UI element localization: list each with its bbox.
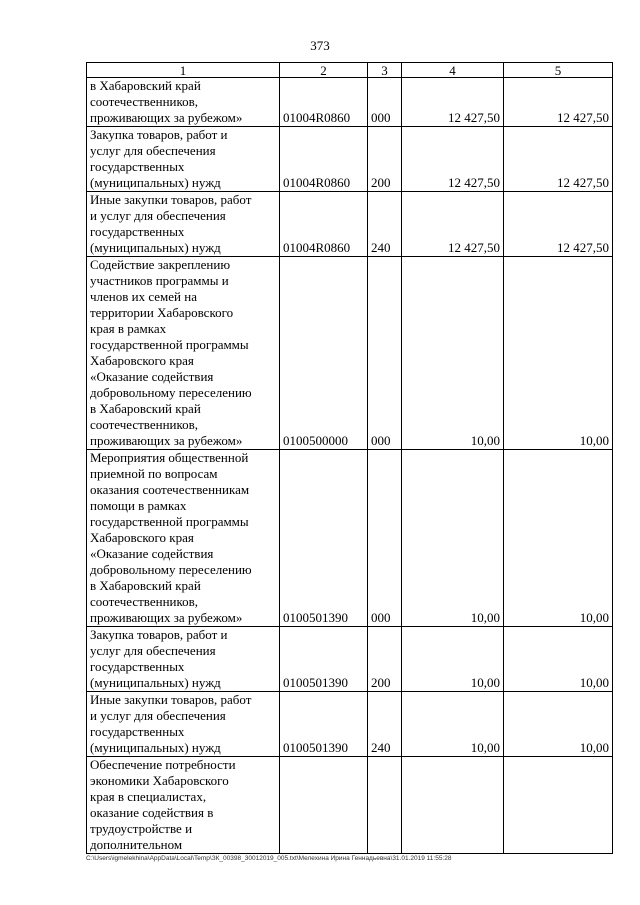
row-sum-col4: 10,00 xyxy=(402,450,504,627)
row-name: Обеспечение потребности экономики Хабаровского края в специалистах, оказание содействия в трудоустройстве и дополнительном xyxy=(87,757,280,854)
row-expense-type: 000 xyxy=(368,450,402,627)
row-sum-col4: 10,00 xyxy=(402,692,504,757)
row-sum-col4: 10,00 xyxy=(402,257,504,450)
table-row xyxy=(87,78,613,127)
column-header: 5 xyxy=(504,63,613,78)
row-target-code: 0100501390 xyxy=(280,627,368,692)
table-row xyxy=(87,692,613,757)
row-name: Иные закупки товаров, работ и услуг для обеспечения государственных (муниципальных) нужд xyxy=(87,192,280,257)
table-row xyxy=(87,627,613,692)
row-name: Закупка товаров, работ и услуг для обеспечения государственных (муниципальных) нужд xyxy=(87,627,280,692)
page-number: 373 xyxy=(310,38,330,53)
row-name: Мероприятия общественной приемной по вопросам оказания соотечественникам помощи в рамках государственной программы Хабаровского края «Оказание содействия добровольному переселению в Хабаровский край соотечественников, проживающих за рубежом» xyxy=(87,450,280,627)
row-target-code: 0100500000 xyxy=(280,257,368,450)
row-name: Иные закупки товаров, работ и услуг для обеспечения государственных (муниципальных) нужд xyxy=(87,692,280,757)
row-target-code: 01004R0860 xyxy=(280,127,368,192)
table-row xyxy=(87,192,613,257)
column-header: 2 xyxy=(280,63,368,78)
row-target-code: 01004R0860 xyxy=(280,78,368,127)
row-expense-type: 200 xyxy=(368,627,402,692)
row-target-code: 01004R0860 xyxy=(280,192,368,257)
row-sum-col5: 12 427,50 xyxy=(504,192,613,257)
column-header: 1 xyxy=(87,63,280,78)
table-header-row xyxy=(87,63,613,78)
row-expense-type: 240 xyxy=(368,192,402,257)
row-sum-col5: 10,00 xyxy=(504,692,613,757)
row-expense-type xyxy=(368,757,402,854)
row-sum-col5: 10,00 xyxy=(504,450,613,627)
row-expense-type: 000 xyxy=(368,78,402,127)
footer-file-path: C:\Users\igmelekhina\AppData\Local\Temp\ЗК_00398_30012019_005.txt\Мелехина Ирина Геннадьевна\31.01.2019 11:55:28 xyxy=(86,855,452,862)
row-sum-col4: 10,00 xyxy=(402,627,504,692)
row-sum-col5: 10,00 xyxy=(504,257,613,450)
row-expense-type: 200 xyxy=(368,127,402,192)
column-header: 3 xyxy=(368,63,402,78)
row-name: Закупка товаров, работ и услуг для обеспечения государственных (муниципальных) нужд xyxy=(87,127,280,192)
column-header: 4 xyxy=(402,63,504,78)
row-sum-col4 xyxy=(402,757,504,854)
row-target-code: 0100501390 xyxy=(280,450,368,627)
row-target-code: 0100501390 xyxy=(280,692,368,757)
row-name: в Хабаровский край соотечественников, проживающих за рубежом» xyxy=(87,78,280,127)
table-row xyxy=(87,257,613,450)
row-expense-type: 000 xyxy=(368,257,402,450)
row-sum-col5: 12 427,50 xyxy=(504,78,613,127)
row-sum-col5: 12 427,50 xyxy=(504,127,613,192)
row-target-code xyxy=(280,757,368,854)
budget-table xyxy=(86,62,613,854)
table-row xyxy=(87,127,613,192)
row-expense-type: 240 xyxy=(368,692,402,757)
table-row xyxy=(87,450,613,627)
table-row xyxy=(87,757,613,854)
row-sum-col5: 10,00 xyxy=(504,627,613,692)
row-sum-col5 xyxy=(504,757,613,854)
row-sum-col4: 12 427,50 xyxy=(402,127,504,192)
row-name: Содействие закреплению участников программы и членов их семей на территории Хабаровского края в рамках государственной программы Хабаровского края «Оказание содействия добровольному переселению в Хабаровский край соотечественников, проживающих за рубежом» xyxy=(87,257,280,450)
row-sum-col4: 12 427,50 xyxy=(402,78,504,127)
row-sum-col4: 12 427,50 xyxy=(402,192,504,257)
